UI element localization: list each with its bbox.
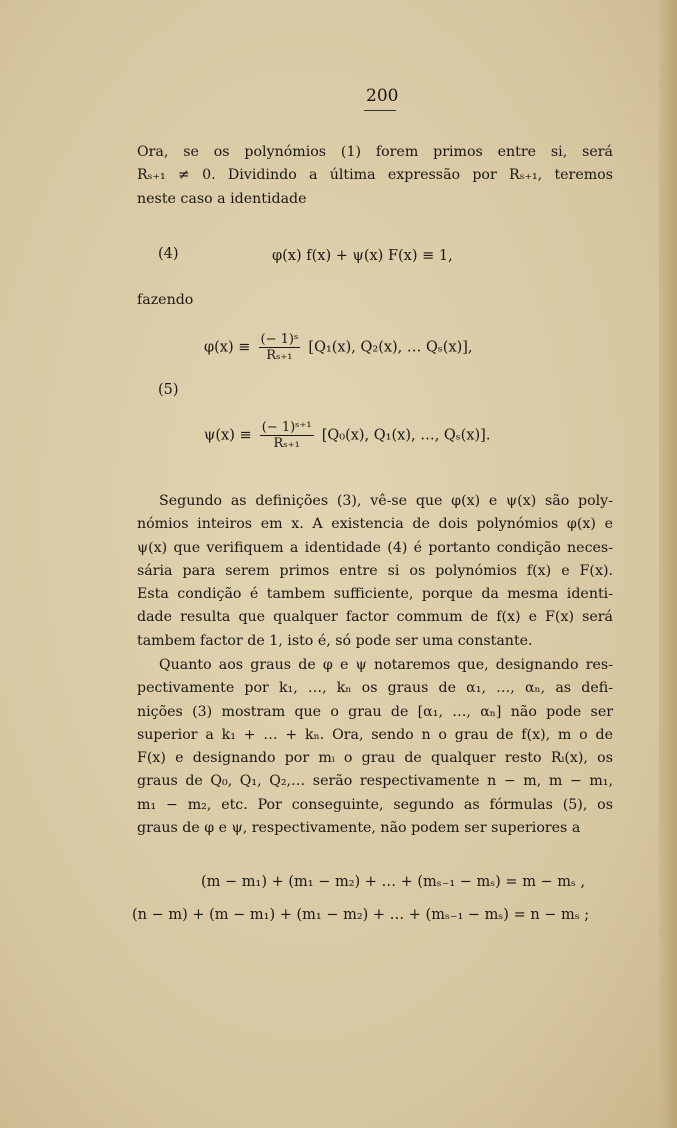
text-line: Ora, se os polynómios (1) forem primos entre si, será <box>137 144 613 160</box>
equation-5-label: (5) <box>158 382 179 398</box>
text-line: nições (3) mostram que o grau de [α₁, …, αₙ] não pode ser <box>137 703 613 720</box>
text-line: pectivamente por k₁, …, kₙ os graus de α₁, …, αₙ, as defi- <box>137 680 613 697</box>
text-line: sária para serem primos entre si os polynómios f(x) e F(x). <box>137 562 613 579</box>
phi-denominator: Rₛ₊₁ <box>266 348 293 363</box>
page-edge <box>659 0 677 1128</box>
text-line: Segundo as definições (3), vê-se que φ(x) e ψ(x) são poly- <box>159 493 613 509</box>
paragraph-1 <box>137 141 613 211</box>
equation-4-label: (4) <box>158 246 179 262</box>
fazendo-word: fazendo <box>137 292 194 308</box>
phi-fraction <box>259 332 301 363</box>
text-line: superior a k₁ + … + kₙ. Ora, sendo n o grau de f(x), m o de <box>137 726 613 743</box>
text-line: Rₛ₊₁ ≠ 0. Dividindo a última expressão por Rₛ₊₁, teremos <box>137 167 613 184</box>
text-line: dade resulta que qualquer factor commum de f(x) e F(x) será <box>137 609 613 626</box>
text-line: ψ(x) que verifiquem a identidade (4) é portanto condição neces- <box>137 539 613 556</box>
phi-bracket: [Q₁(x), Q₂(x), … Qₛ(x)], <box>308 339 473 356</box>
text-line: tambem factor de 1, isto é, só pode ser uma constante. <box>137 632 533 649</box>
paragraph-2 <box>137 490 613 653</box>
psi-numerator: (− 1)ˢ⁺¹ <box>261 420 312 435</box>
equation-5-phi <box>204 332 473 363</box>
phi-numerator: (− 1)ˢ <box>260 332 299 347</box>
psi-denominator: Rₛ₊₁ <box>273 436 300 451</box>
psi-fraction <box>260 420 314 451</box>
page-number: 200 <box>366 86 399 106</box>
final-equation-2: (n − m) + (m − m₁) + (m₁ − m₂) + … + (mₛ₋₁ − mₛ) = n − mₛ ; <box>132 907 590 923</box>
equation-4: φ(x) f(x) + ψ(x) F(x) ≡ 1, <box>272 248 453 264</box>
text-line: Quanto aos graus de φ e ψ notaremos que, designando res- <box>159 657 613 673</box>
final-equation-1: (m − m₁) + (m₁ − m₂) + … + (mₛ₋₁ − mₛ) = m − mₛ , <box>201 874 586 890</box>
psi-bracket: [Q₀(x), Q₁(x), …, Qₛ(x)]. <box>321 427 491 444</box>
page-number-rule <box>364 110 396 111</box>
text-line: m₁ − m₂, etc. Por conseguinte, segundo as fórmulas (5), os <box>137 796 613 813</box>
text-line: graus de φ e ψ, respectivamente, não podem ser superiores a <box>137 820 581 837</box>
text-line: neste caso a identidade <box>137 190 307 207</box>
equation-5-psi <box>204 420 490 451</box>
text-line: graus de Q₀, Q₁, Q₂,… serão respectivamente n − m, m − m₁, <box>137 773 613 790</box>
psi-left-side: ψ(x) ≡ <box>204 427 252 444</box>
text-line: F(x) e designando por mᵢ o grau de qualquer resto Rᵢ(x), os <box>137 750 613 767</box>
phi-left-side: φ(x) ≡ <box>204 339 251 356</box>
text-line: nómios inteiros em x. A existencia de dois polynómios φ(x) e <box>137 516 613 533</box>
text-line: Esta condição é tambem sufficiente, porque da mesma identi- <box>137 586 613 603</box>
paragraph-3 <box>137 654 613 840</box>
